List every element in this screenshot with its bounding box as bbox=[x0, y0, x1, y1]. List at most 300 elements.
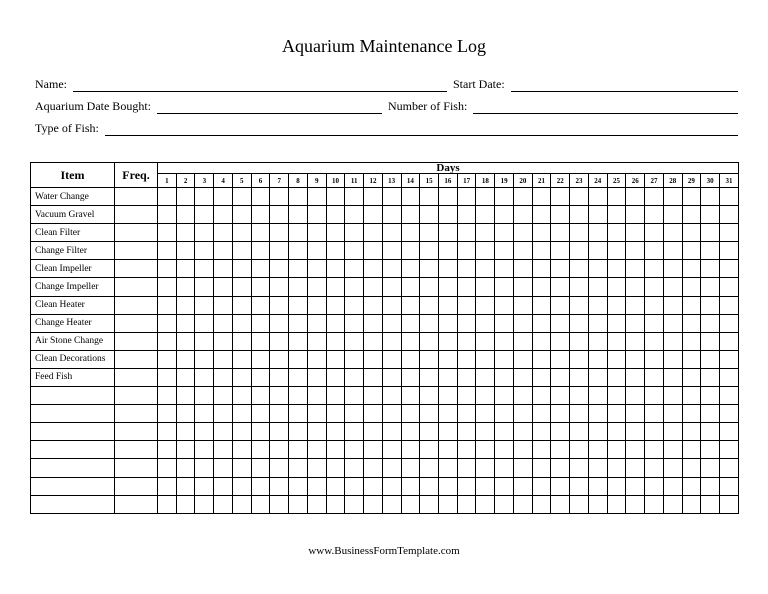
day-cell[interactable] bbox=[251, 314, 270, 332]
day-cell[interactable] bbox=[289, 278, 308, 296]
day-cell[interactable] bbox=[382, 242, 401, 260]
day-cell[interactable] bbox=[382, 368, 401, 386]
day-cell[interactable] bbox=[701, 495, 720, 513]
day-cell[interactable] bbox=[607, 278, 626, 296]
day-cell[interactable] bbox=[232, 260, 251, 278]
day-cell[interactable] bbox=[607, 242, 626, 260]
day-cell[interactable] bbox=[158, 206, 177, 224]
day-cell[interactable] bbox=[289, 423, 308, 441]
day-cell[interactable] bbox=[513, 314, 532, 332]
day-cell[interactable] bbox=[345, 350, 364, 368]
day-cell[interactable] bbox=[513, 278, 532, 296]
day-cell[interactable] bbox=[176, 314, 195, 332]
freq-cell[interactable] bbox=[115, 350, 158, 368]
day-cell[interactable] bbox=[720, 495, 739, 513]
item-cell[interactable] bbox=[31, 495, 115, 513]
day-cell[interactable] bbox=[720, 206, 739, 224]
day-cell[interactable] bbox=[626, 314, 645, 332]
day-cell[interactable] bbox=[326, 224, 345, 242]
day-cell[interactable] bbox=[570, 387, 589, 405]
day-cell[interactable] bbox=[570, 405, 589, 423]
day-cell[interactable] bbox=[326, 206, 345, 224]
day-cell[interactable] bbox=[345, 405, 364, 423]
day-cell[interactable] bbox=[251, 459, 270, 477]
day-cell[interactable] bbox=[607, 477, 626, 495]
day-cell[interactable] bbox=[532, 296, 551, 314]
day-cell[interactable] bbox=[701, 188, 720, 206]
day-cell[interactable] bbox=[307, 495, 326, 513]
day-cell[interactable] bbox=[345, 314, 364, 332]
day-cell[interactable] bbox=[214, 206, 233, 224]
day-cell[interactable] bbox=[420, 387, 439, 405]
day-cell[interactable] bbox=[720, 387, 739, 405]
day-cell[interactable] bbox=[645, 242, 664, 260]
day-cell[interactable] bbox=[476, 459, 495, 477]
day-cell[interactable] bbox=[251, 296, 270, 314]
day-cell[interactable] bbox=[682, 368, 701, 386]
day-cell[interactable] bbox=[270, 423, 289, 441]
day-cell[interactable] bbox=[251, 350, 270, 368]
day-cell[interactable] bbox=[532, 368, 551, 386]
day-cell[interactable] bbox=[401, 206, 420, 224]
day-cell[interactable] bbox=[382, 260, 401, 278]
day-cell[interactable] bbox=[682, 441, 701, 459]
day-cell[interactable] bbox=[663, 224, 682, 242]
day-cell[interactable] bbox=[270, 242, 289, 260]
day-cell[interactable] bbox=[289, 314, 308, 332]
day-cell[interactable] bbox=[682, 242, 701, 260]
day-cell[interactable] bbox=[270, 188, 289, 206]
day-cell[interactable] bbox=[195, 224, 214, 242]
day-cell[interactable] bbox=[476, 441, 495, 459]
day-cell[interactable] bbox=[289, 459, 308, 477]
day-cell[interactable] bbox=[570, 477, 589, 495]
day-cell[interactable] bbox=[607, 405, 626, 423]
day-cell[interactable] bbox=[401, 459, 420, 477]
day-cell[interactable] bbox=[720, 423, 739, 441]
day-cell[interactable] bbox=[663, 368, 682, 386]
day-cell[interactable] bbox=[270, 278, 289, 296]
day-cell[interactable] bbox=[176, 477, 195, 495]
freq-cell[interactable] bbox=[115, 206, 158, 224]
day-cell[interactable] bbox=[663, 260, 682, 278]
item-cell[interactable]: Clean Heater bbox=[31, 296, 115, 314]
day-cell[interactable] bbox=[158, 188, 177, 206]
item-cell[interactable] bbox=[31, 441, 115, 459]
day-cell[interactable] bbox=[532, 495, 551, 513]
day-cell[interactable] bbox=[513, 332, 532, 350]
day-cell[interactable] bbox=[195, 495, 214, 513]
day-cell[interactable] bbox=[420, 314, 439, 332]
day-cell[interactable] bbox=[570, 368, 589, 386]
day-cell[interactable] bbox=[345, 188, 364, 206]
day-cell[interactable] bbox=[176, 242, 195, 260]
day-cell[interactable] bbox=[420, 495, 439, 513]
day-cell[interactable] bbox=[457, 278, 476, 296]
day-cell[interactable] bbox=[720, 332, 739, 350]
day-cell[interactable] bbox=[588, 350, 607, 368]
day-cell[interactable] bbox=[457, 495, 476, 513]
day-cell[interactable] bbox=[682, 387, 701, 405]
day-cell[interactable] bbox=[345, 332, 364, 350]
day-cell[interactable] bbox=[607, 188, 626, 206]
day-cell[interactable] bbox=[513, 423, 532, 441]
day-cell[interactable] bbox=[382, 405, 401, 423]
day-cell[interactable] bbox=[158, 350, 177, 368]
day-cell[interactable] bbox=[607, 332, 626, 350]
day-cell[interactable] bbox=[307, 387, 326, 405]
day-cell[interactable] bbox=[532, 350, 551, 368]
day-cell[interactable] bbox=[307, 314, 326, 332]
day-cell[interactable] bbox=[232, 368, 251, 386]
day-cell[interactable] bbox=[701, 441, 720, 459]
day-cell[interactable] bbox=[401, 423, 420, 441]
day-cell[interactable] bbox=[176, 206, 195, 224]
day-cell[interactable] bbox=[401, 224, 420, 242]
day-cell[interactable] bbox=[626, 260, 645, 278]
day-cell[interactable] bbox=[682, 260, 701, 278]
item-cell[interactable]: Clean Decorations bbox=[31, 350, 115, 368]
day-cell[interactable] bbox=[476, 296, 495, 314]
day-cell[interactable] bbox=[307, 278, 326, 296]
day-cell[interactable] bbox=[495, 242, 514, 260]
day-cell[interactable] bbox=[551, 278, 570, 296]
day-cell[interactable] bbox=[532, 405, 551, 423]
day-cell[interactable] bbox=[195, 296, 214, 314]
day-cell[interactable] bbox=[701, 387, 720, 405]
day-cell[interactable] bbox=[701, 477, 720, 495]
day-cell[interactable] bbox=[420, 224, 439, 242]
day-cell[interactable] bbox=[607, 314, 626, 332]
day-cell[interactable] bbox=[626, 332, 645, 350]
day-cell[interactable] bbox=[663, 387, 682, 405]
day-cell[interactable] bbox=[682, 495, 701, 513]
day-cell[interactable] bbox=[701, 242, 720, 260]
day-cell[interactable] bbox=[232, 314, 251, 332]
day-cell[interactable] bbox=[364, 188, 383, 206]
day-cell[interactable] bbox=[551, 459, 570, 477]
day-cell[interactable] bbox=[663, 242, 682, 260]
day-cell[interactable] bbox=[551, 350, 570, 368]
day-cell[interactable] bbox=[495, 206, 514, 224]
day-cell[interactable] bbox=[663, 278, 682, 296]
day-cell[interactable] bbox=[645, 314, 664, 332]
day-cell[interactable] bbox=[307, 242, 326, 260]
day-cell[interactable] bbox=[214, 368, 233, 386]
date-bought-field[interactable] bbox=[157, 102, 382, 114]
day-cell[interactable] bbox=[382, 495, 401, 513]
day-cell[interactable] bbox=[251, 332, 270, 350]
day-cell[interactable] bbox=[214, 314, 233, 332]
day-cell[interactable] bbox=[270, 206, 289, 224]
day-cell[interactable] bbox=[345, 260, 364, 278]
day-cell[interactable] bbox=[158, 423, 177, 441]
day-cell[interactable] bbox=[251, 260, 270, 278]
day-cell[interactable] bbox=[420, 368, 439, 386]
day-cell[interactable] bbox=[551, 423, 570, 441]
day-cell[interactable] bbox=[682, 405, 701, 423]
day-cell[interactable] bbox=[251, 206, 270, 224]
day-cell[interactable] bbox=[345, 423, 364, 441]
day-cell[interactable] bbox=[176, 224, 195, 242]
item-cell[interactable]: Clean Filter bbox=[31, 224, 115, 242]
day-cell[interactable] bbox=[607, 368, 626, 386]
day-cell[interactable] bbox=[457, 350, 476, 368]
day-cell[interactable] bbox=[645, 405, 664, 423]
day-cell[interactable] bbox=[214, 423, 233, 441]
day-cell[interactable] bbox=[551, 332, 570, 350]
day-cell[interactable] bbox=[588, 314, 607, 332]
day-cell[interactable] bbox=[289, 260, 308, 278]
day-cell[interactable] bbox=[420, 278, 439, 296]
day-cell[interactable] bbox=[251, 495, 270, 513]
day-cell[interactable] bbox=[214, 260, 233, 278]
day-cell[interactable] bbox=[532, 477, 551, 495]
day-cell[interactable] bbox=[495, 314, 514, 332]
day-cell[interactable] bbox=[645, 278, 664, 296]
day-cell[interactable] bbox=[251, 368, 270, 386]
number-of-fish-field[interactable] bbox=[473, 102, 738, 114]
item-cell[interactable] bbox=[31, 387, 115, 405]
day-cell[interactable] bbox=[326, 350, 345, 368]
day-cell[interactable] bbox=[270, 459, 289, 477]
item-cell[interactable]: Air Stone Change bbox=[31, 332, 115, 350]
day-cell[interactable] bbox=[289, 387, 308, 405]
day-cell[interactable] bbox=[551, 206, 570, 224]
day-cell[interactable] bbox=[551, 495, 570, 513]
day-cell[interactable] bbox=[270, 495, 289, 513]
day-cell[interactable] bbox=[626, 188, 645, 206]
day-cell[interactable] bbox=[232, 242, 251, 260]
day-cell[interactable] bbox=[495, 278, 514, 296]
day-cell[interactable] bbox=[214, 387, 233, 405]
day-cell[interactable] bbox=[701, 332, 720, 350]
day-cell[interactable] bbox=[720, 368, 739, 386]
day-cell[interactable] bbox=[364, 314, 383, 332]
day-cell[interactable] bbox=[439, 405, 458, 423]
day-cell[interactable] bbox=[214, 296, 233, 314]
day-cell[interactable] bbox=[645, 350, 664, 368]
day-cell[interactable] bbox=[195, 242, 214, 260]
day-cell[interactable] bbox=[364, 242, 383, 260]
day-cell[interactable] bbox=[401, 242, 420, 260]
day-cell[interactable] bbox=[495, 188, 514, 206]
day-cell[interactable] bbox=[495, 387, 514, 405]
day-cell[interactable] bbox=[720, 188, 739, 206]
day-cell[interactable] bbox=[495, 423, 514, 441]
day-cell[interactable] bbox=[439, 188, 458, 206]
day-cell[interactable] bbox=[270, 477, 289, 495]
day-cell[interactable] bbox=[626, 459, 645, 477]
day-cell[interactable] bbox=[420, 296, 439, 314]
day-cell[interactable] bbox=[495, 441, 514, 459]
day-cell[interactable] bbox=[232, 477, 251, 495]
day-cell[interactable] bbox=[626, 296, 645, 314]
day-cell[interactable] bbox=[214, 495, 233, 513]
day-cell[interactable] bbox=[195, 459, 214, 477]
day-cell[interactable] bbox=[401, 314, 420, 332]
day-cell[interactable] bbox=[476, 387, 495, 405]
day-cell[interactable] bbox=[326, 188, 345, 206]
day-cell[interactable] bbox=[588, 224, 607, 242]
day-cell[interactable] bbox=[270, 224, 289, 242]
day-cell[interactable] bbox=[626, 242, 645, 260]
day-cell[interactable] bbox=[439, 441, 458, 459]
day-cell[interactable] bbox=[345, 278, 364, 296]
day-cell[interactable] bbox=[232, 387, 251, 405]
day-cell[interactable] bbox=[364, 405, 383, 423]
day-cell[interactable] bbox=[289, 224, 308, 242]
day-cell[interactable] bbox=[401, 278, 420, 296]
item-cell[interactable]: Clean Impeller bbox=[31, 260, 115, 278]
freq-cell[interactable] bbox=[115, 332, 158, 350]
day-cell[interactable] bbox=[158, 477, 177, 495]
day-cell[interactable] bbox=[289, 350, 308, 368]
day-cell[interactable] bbox=[532, 314, 551, 332]
day-cell[interactable] bbox=[420, 188, 439, 206]
day-cell[interactable] bbox=[195, 278, 214, 296]
day-cell[interactable] bbox=[495, 350, 514, 368]
day-cell[interactable] bbox=[420, 405, 439, 423]
day-cell[interactable] bbox=[382, 296, 401, 314]
day-cell[interactable] bbox=[326, 242, 345, 260]
day-cell[interactable] bbox=[476, 188, 495, 206]
day-cell[interactable] bbox=[607, 387, 626, 405]
day-cell[interactable] bbox=[401, 350, 420, 368]
day-cell[interactable] bbox=[663, 423, 682, 441]
day-cell[interactable] bbox=[570, 206, 589, 224]
day-cell[interactable] bbox=[158, 296, 177, 314]
day-cell[interactable] bbox=[289, 332, 308, 350]
day-cell[interactable] bbox=[532, 278, 551, 296]
day-cell[interactable] bbox=[607, 206, 626, 224]
day-cell[interactable] bbox=[701, 459, 720, 477]
day-cell[interactable] bbox=[251, 242, 270, 260]
day-cell[interactable] bbox=[720, 314, 739, 332]
day-cell[interactable] bbox=[232, 405, 251, 423]
day-cell[interactable] bbox=[364, 224, 383, 242]
day-cell[interactable] bbox=[513, 495, 532, 513]
day-cell[interactable] bbox=[270, 387, 289, 405]
day-cell[interactable] bbox=[476, 242, 495, 260]
day-cell[interactable] bbox=[270, 441, 289, 459]
day-cell[interactable] bbox=[588, 405, 607, 423]
day-cell[interactable] bbox=[570, 350, 589, 368]
day-cell[interactable] bbox=[513, 296, 532, 314]
day-cell[interactable] bbox=[345, 477, 364, 495]
freq-cell[interactable] bbox=[115, 423, 158, 441]
day-cell[interactable] bbox=[701, 224, 720, 242]
freq-cell[interactable] bbox=[115, 314, 158, 332]
day-cell[interactable] bbox=[158, 332, 177, 350]
day-cell[interactable] bbox=[532, 188, 551, 206]
day-cell[interactable] bbox=[420, 441, 439, 459]
day-cell[interactable] bbox=[345, 387, 364, 405]
day-cell[interactable] bbox=[251, 477, 270, 495]
day-cell[interactable] bbox=[345, 296, 364, 314]
day-cell[interactable] bbox=[176, 368, 195, 386]
day-cell[interactable] bbox=[570, 423, 589, 441]
day-cell[interactable] bbox=[214, 242, 233, 260]
day-cell[interactable] bbox=[701, 278, 720, 296]
day-cell[interactable] bbox=[588, 242, 607, 260]
day-cell[interactable] bbox=[570, 495, 589, 513]
day-cell[interactable] bbox=[176, 405, 195, 423]
day-cell[interactable] bbox=[195, 188, 214, 206]
day-cell[interactable] bbox=[532, 387, 551, 405]
day-cell[interactable] bbox=[176, 278, 195, 296]
day-cell[interactable] bbox=[607, 441, 626, 459]
day-cell[interactable] bbox=[457, 477, 476, 495]
day-cell[interactable] bbox=[364, 260, 383, 278]
day-cell[interactable] bbox=[495, 224, 514, 242]
day-cell[interactable] bbox=[439, 368, 458, 386]
day-cell[interactable] bbox=[326, 314, 345, 332]
day-cell[interactable] bbox=[476, 260, 495, 278]
day-cell[interactable] bbox=[495, 495, 514, 513]
day-cell[interactable] bbox=[158, 459, 177, 477]
day-cell[interactable] bbox=[588, 459, 607, 477]
day-cell[interactable] bbox=[682, 206, 701, 224]
day-cell[interactable] bbox=[513, 206, 532, 224]
day-cell[interactable] bbox=[420, 242, 439, 260]
item-cell[interactable]: Change Heater bbox=[31, 314, 115, 332]
day-cell[interactable] bbox=[439, 224, 458, 242]
day-cell[interactable] bbox=[513, 368, 532, 386]
freq-cell[interactable] bbox=[115, 296, 158, 314]
day-cell[interactable] bbox=[158, 441, 177, 459]
day-cell[interactable] bbox=[251, 188, 270, 206]
day-cell[interactable] bbox=[307, 206, 326, 224]
day-cell[interactable] bbox=[588, 206, 607, 224]
day-cell[interactable] bbox=[232, 278, 251, 296]
day-cell[interactable] bbox=[158, 278, 177, 296]
day-cell[interactable] bbox=[420, 459, 439, 477]
day-cell[interactable] bbox=[476, 423, 495, 441]
day-cell[interactable] bbox=[326, 423, 345, 441]
day-cell[interactable] bbox=[176, 260, 195, 278]
day-cell[interactable] bbox=[420, 477, 439, 495]
day-cell[interactable] bbox=[382, 206, 401, 224]
day-cell[interactable] bbox=[588, 278, 607, 296]
day-cell[interactable] bbox=[513, 188, 532, 206]
freq-cell[interactable] bbox=[115, 459, 158, 477]
day-cell[interactable] bbox=[588, 296, 607, 314]
day-cell[interactable] bbox=[513, 242, 532, 260]
day-cell[interactable] bbox=[270, 332, 289, 350]
item-cell[interactable]: Change Impeller bbox=[31, 278, 115, 296]
day-cell[interactable] bbox=[551, 387, 570, 405]
day-cell[interactable] bbox=[645, 332, 664, 350]
day-cell[interactable] bbox=[457, 387, 476, 405]
day-cell[interactable] bbox=[476, 314, 495, 332]
day-cell[interactable] bbox=[720, 405, 739, 423]
start-date-field[interactable] bbox=[511, 80, 738, 92]
day-cell[interactable] bbox=[588, 188, 607, 206]
day-cell[interactable] bbox=[457, 242, 476, 260]
day-cell[interactable] bbox=[645, 441, 664, 459]
day-cell[interactable] bbox=[457, 423, 476, 441]
type-of-fish-field[interactable] bbox=[105, 124, 738, 136]
day-cell[interactable] bbox=[476, 332, 495, 350]
day-cell[interactable] bbox=[495, 459, 514, 477]
name-field[interactable] bbox=[73, 80, 447, 92]
day-cell[interactable] bbox=[439, 314, 458, 332]
day-cell[interactable] bbox=[439, 206, 458, 224]
day-cell[interactable] bbox=[532, 423, 551, 441]
day-cell[interactable] bbox=[176, 495, 195, 513]
day-cell[interactable] bbox=[364, 459, 383, 477]
